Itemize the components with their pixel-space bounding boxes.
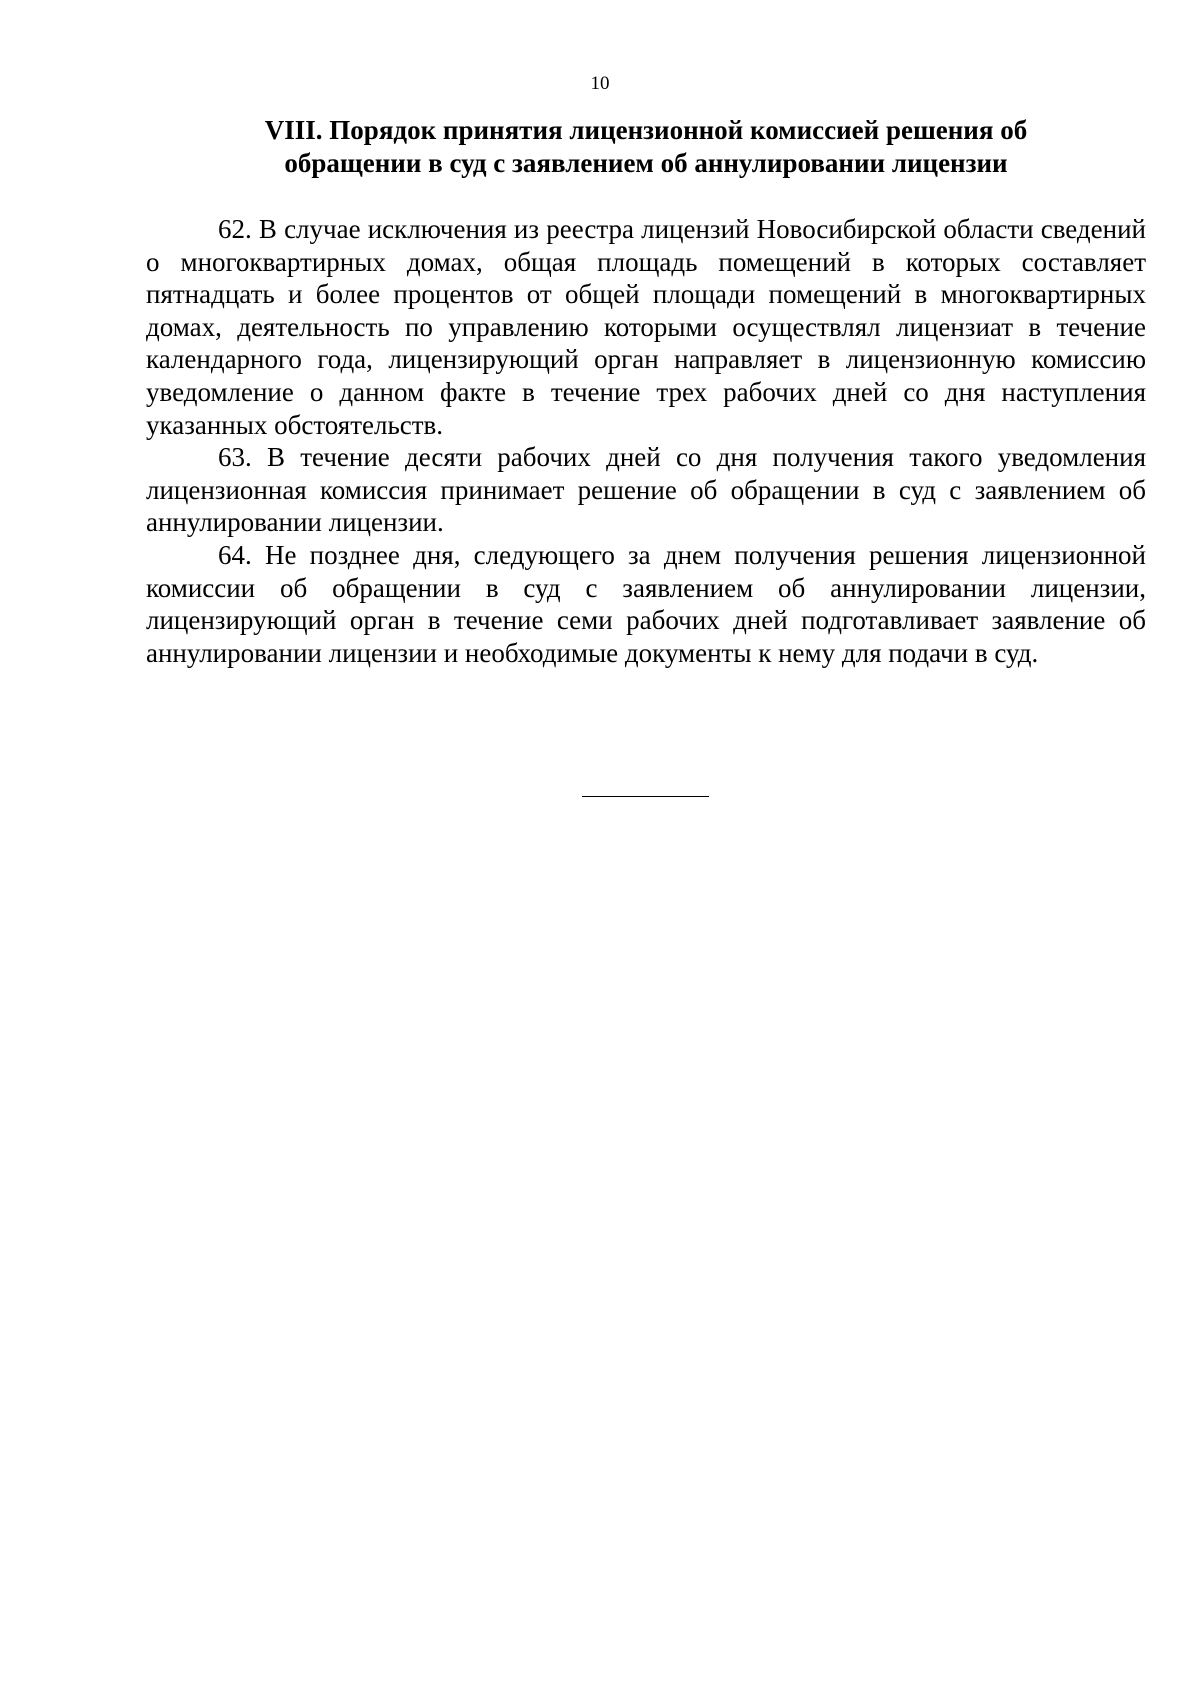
section-title	[146, 114, 1146, 180]
page-number: 10	[590, 73, 610, 94]
paragraph-64: 64. Не позднее дня, следующего за днем получения решения лицензионной комиссии об обращении в суд с заявлением об аннулировании лицензии, лицензирующий орган в течение семи рабочих дней подготавливает заявление об аннулировании лицензии и необходимые документы к нему для подачи в суд.	[146, 539, 1146, 668]
section-title-line-2: обращении в суд с заявлением об аннулировании лицензии	[284, 148, 1008, 178]
document-end-rule	[582, 796, 709, 797]
paragraph-63: 63. В течение десяти рабочих дней со дня получения такого уведомления лицензионная комиссия принимает решение об обращении в суд с заявлением об аннулировании лицензии.	[146, 442, 1146, 538]
document-body	[146, 213, 1146, 669]
paragraph-62: 62. В случае исключения из реестра лицензий Новосибирской области сведений о многоквартирных домах, общая площадь помещений в которых составляет пятнадцать и более процентов от общей площади помещений в многоквартирных домах, деятельность по управлению которыми осуществлял лицензиат в течение календарного года, лицензирующий орган направляет в лицензионную комиссию уведомление о данном факте в течение трех рабочих дней со дня наступления указанных обстоятельств.	[146, 214, 1146, 440]
section-title-line-1: VIII. Порядок принятия лицензионной комиссией решения об	[264, 115, 1028, 145]
